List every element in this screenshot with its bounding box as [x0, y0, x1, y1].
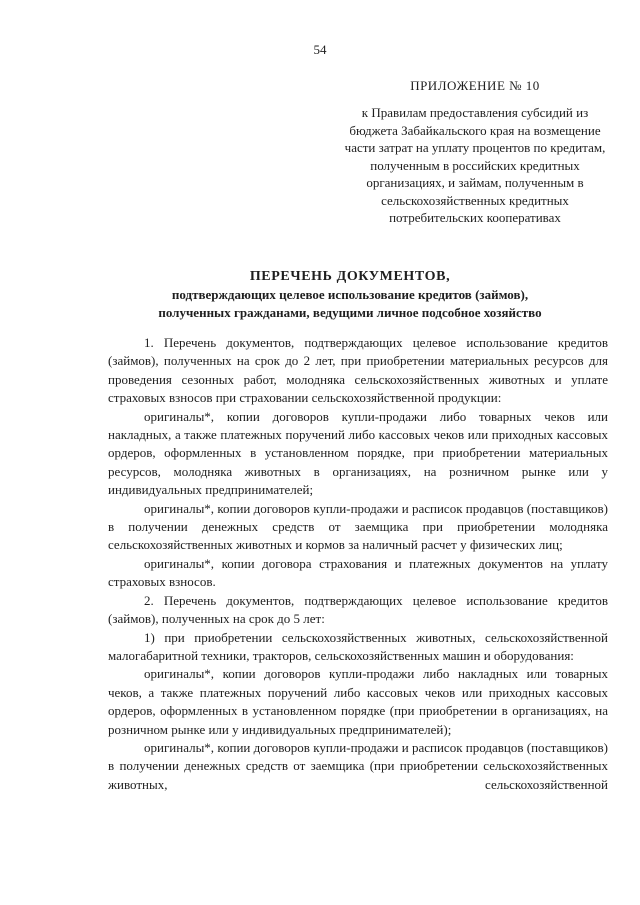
page-number: 54: [313, 42, 327, 57]
heading-line-3: полученных гражданами, ведущими личное подсобное хозяйство: [158, 305, 542, 320]
appendix-subtitle: к Правилам предоставления субсидий из бюджета Забайкальского края на возмещение части затрат на уплату процентов по кредитам, полученным в российских кредитных организациях, и займам, полученным в сельскохозяйственных кредитных потребительских кооперативах: [344, 105, 606, 225]
heading-line-2: подтверждающих целевое использование кредитов (займов),: [171, 287, 529, 302]
paragraph-5: 2. Перечень документов, подтверждающих целевое использование кредитов (займов), полученных на срок до 5 лет:: [108, 592, 608, 627]
paragraph-8: оригиналы*, копии договоров купли-продажи и расписок продавцов (поставщиков) в получении денежных средств от заемщика (при приобретении сельскохозяйственных животных, сельскохозяйственной: [108, 739, 608, 792]
paragraph-7: оригиналы*, копии договоров купли-продажи либо накладных или товарных чеков, а также платежных поручений либо кассовых чеков или приходных кассовых ордеров, оформленных в установленном порядке (при приобретении в организациях, на розничном рынке или у индивидуальных предпринимателей);: [108, 666, 608, 737]
appendix-title: ПРИЛОЖЕНИЕ № 10: [410, 78, 540, 93]
paragraph-2: оригиналы*, копии договоров купли-продажи либо товарных чеков или накладных, а также платежных поручений либо кассовых чеков или приходных кассовых ордеров, оформленных в установленном порядке, при приобретении материальных ресурсов, молодняка животных в организациях, на розничном рынке или у индивидуальных предпринимателей;: [108, 408, 608, 498]
heading-line-1: ПЕРЕЧЕНЬ ДОКУМЕНТОВ,: [249, 269, 451, 284]
document-heading: [100, 268, 600, 322]
document-body: [108, 334, 608, 794]
paragraph-4: оригиналы*, копии договора страхования и платежных документов на уплату страховых взносов.: [108, 555, 608, 590]
paragraph-3: оригиналы*, копии договоров купли-продажи и расписок продавцов (поставщиков) в получении денежных средств от заемщика при приобретении молодняка сельскохозяйственных животных и кормов за наличный расчет у физических лиц;: [108, 500, 608, 553]
paragraph-1: 1. Перечень документов, подтверждающих целевое использование кредитов (займов), полученных на срок до 2 лет, при приобретении материальных ресурсов для проведения сезонных работ, молодняка сельскохозяйственных животных и уплате страховых взносов при страховании сельскохозяйственной продукции:: [108, 335, 608, 406]
paragraph-6: 1) при приобретении сельскохозяйственных животных, сельскохозяйственной малогабаритной техники, тракторов, сельскохозяйственных машин и оборудования:: [108, 629, 608, 663]
